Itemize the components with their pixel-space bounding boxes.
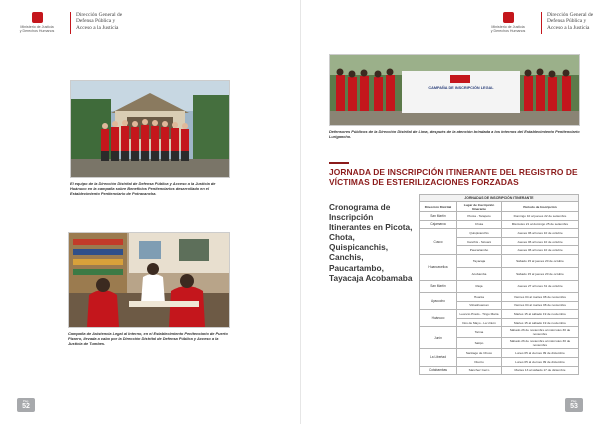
article-title: JORNADA DE INSCRIPCIÓN ITINERANTE DEL REGISTRO DE VÍCTIMAS DE ESTERILIZACIONES FORZADAS xyxy=(329,167,578,187)
page-header-left xyxy=(10,12,122,34)
table-title: JORNADAS DE INSCRIPCIÓN ITINERANTE xyxy=(420,195,579,202)
page-header-right xyxy=(481,12,593,34)
table-row: Vilcashuaman Viernes 04 al martes 08 de noviembre xyxy=(420,301,579,310)
photo-caption-1: El equipo de la Dirección Distrital de Defensa Pública y Acceso a la Justicia de Huánuco en la campaña sobre Beneficios Penitenciarios desarrollado en el Establecimiento Penitenciario de Potracancha. xyxy=(70,181,216,197)
table-row: Huancavelica Tayacaja Sábado 15 al jueves 20 de octubre xyxy=(420,254,579,267)
header-title: Dirección General de Defensa Pública y Acceso a la Justicia xyxy=(76,12,123,31)
schedule-table xyxy=(419,194,579,375)
photo-caption-3: Defensores Públicos de la Dirección Distrital de Lima, después de la atención brindada a los internos del Establecimiento Penitenciario Lurigancho. xyxy=(329,129,580,140)
table-row: Huánuco Leoncio Prado - Tingo María Martes 15 al sábado 19 de noviembre xyxy=(420,310,579,319)
table-row: Canchis - Sicuani Jueves 06 al lunes 10 de octubre xyxy=(420,237,579,246)
page-number-left: Pág. 52 xyxy=(17,398,35,412)
table-row: Acobamba Sábado 15 al jueves 20 de octubre xyxy=(420,267,579,280)
table-row: Otuzco Lunes 05 al viernes 09 de diciembre xyxy=(420,357,579,366)
header-divider xyxy=(541,12,542,34)
table-row: Cajamarca Chota Miércoles 21 al domingo 25 de setiembre xyxy=(420,220,579,229)
photo-huanuco-team xyxy=(70,80,230,178)
schedule-subtitle: Cronograma de Inscripción Itinerantes en Picota, Chota, Quispicanchis, Canchis, Paucartambo, Tayacaja Acobamaba xyxy=(329,202,413,283)
right-page xyxy=(300,0,600,424)
header-divider xyxy=(70,12,71,34)
photo-lima-defenders xyxy=(329,54,580,126)
table-row: San Martín Rioja Jueves 27 al lunes 31 de octubre xyxy=(420,280,579,292)
table-row: Cusco Quispicanchis Jueves 06 al lunes 10 de octubre xyxy=(420,229,579,238)
table-row: Paucartambo Jueves 06 al lunes 10 de octubre xyxy=(420,246,579,255)
table-row: Junín Tarma Sábado 26 de noviembre al miércoles 30 de noviembre xyxy=(420,327,579,338)
table-header-district: Dirección Distrital xyxy=(420,202,457,212)
photo-tumbes-assistance xyxy=(68,232,230,328)
table-row: Dos de Mayo - La Unión Martes 15 al sábado 19 de noviembre xyxy=(420,318,579,327)
table-row: La Libertad Santiago de Chuco Lunes 05 al viernes 09 de diciembre xyxy=(420,349,579,358)
table-row: Ayacucho Huanta Viernes 04 al martes 08 de noviembre xyxy=(420,292,579,301)
photo-caption-2: Campaña de Asistencia Legal al Interno, en el Establecimiento Penitenciario de Puerto Pizarro, llevada a cabo por la Dirección Distrital de Defensa Pública y Acceso a la Justicia de Tumbes. xyxy=(68,331,228,347)
table-row: Satipo Sábado 26 de noviembre al miércoles 30 de noviembre xyxy=(420,338,579,349)
photo-banner-text: CAMPAÑA DE INSCRIPCIÓN LEGAL xyxy=(428,86,494,90)
logo-text: Ministerio de Justicia y Derechos Humanos xyxy=(19,25,55,34)
ministry-logo xyxy=(10,12,64,33)
header-title: Dirección General de Defensa Pública y Acceso a la Justicia xyxy=(547,12,594,31)
title-accent-rule xyxy=(329,162,349,164)
table-row: Cotabambas Sánchez Cerro Martes 13 al sábado 17 de diciembre xyxy=(420,366,579,375)
ministry-logo xyxy=(481,12,535,33)
logo-text: Ministerio de Justicia y Derechos Humanos xyxy=(490,25,526,34)
ministry-emblem-icon xyxy=(32,12,43,23)
table-header-place: Lugar de Inscripción Itinerante xyxy=(457,202,502,212)
page-number-right: Pág. 53 xyxy=(565,398,583,412)
table-header-period: Período de Inscripción xyxy=(502,202,579,212)
ministry-emblem-icon xyxy=(503,12,514,23)
table-row: San Martín Picota - Tarapoto Domingo 10 al jueves 22 de setiembre xyxy=(420,212,579,221)
